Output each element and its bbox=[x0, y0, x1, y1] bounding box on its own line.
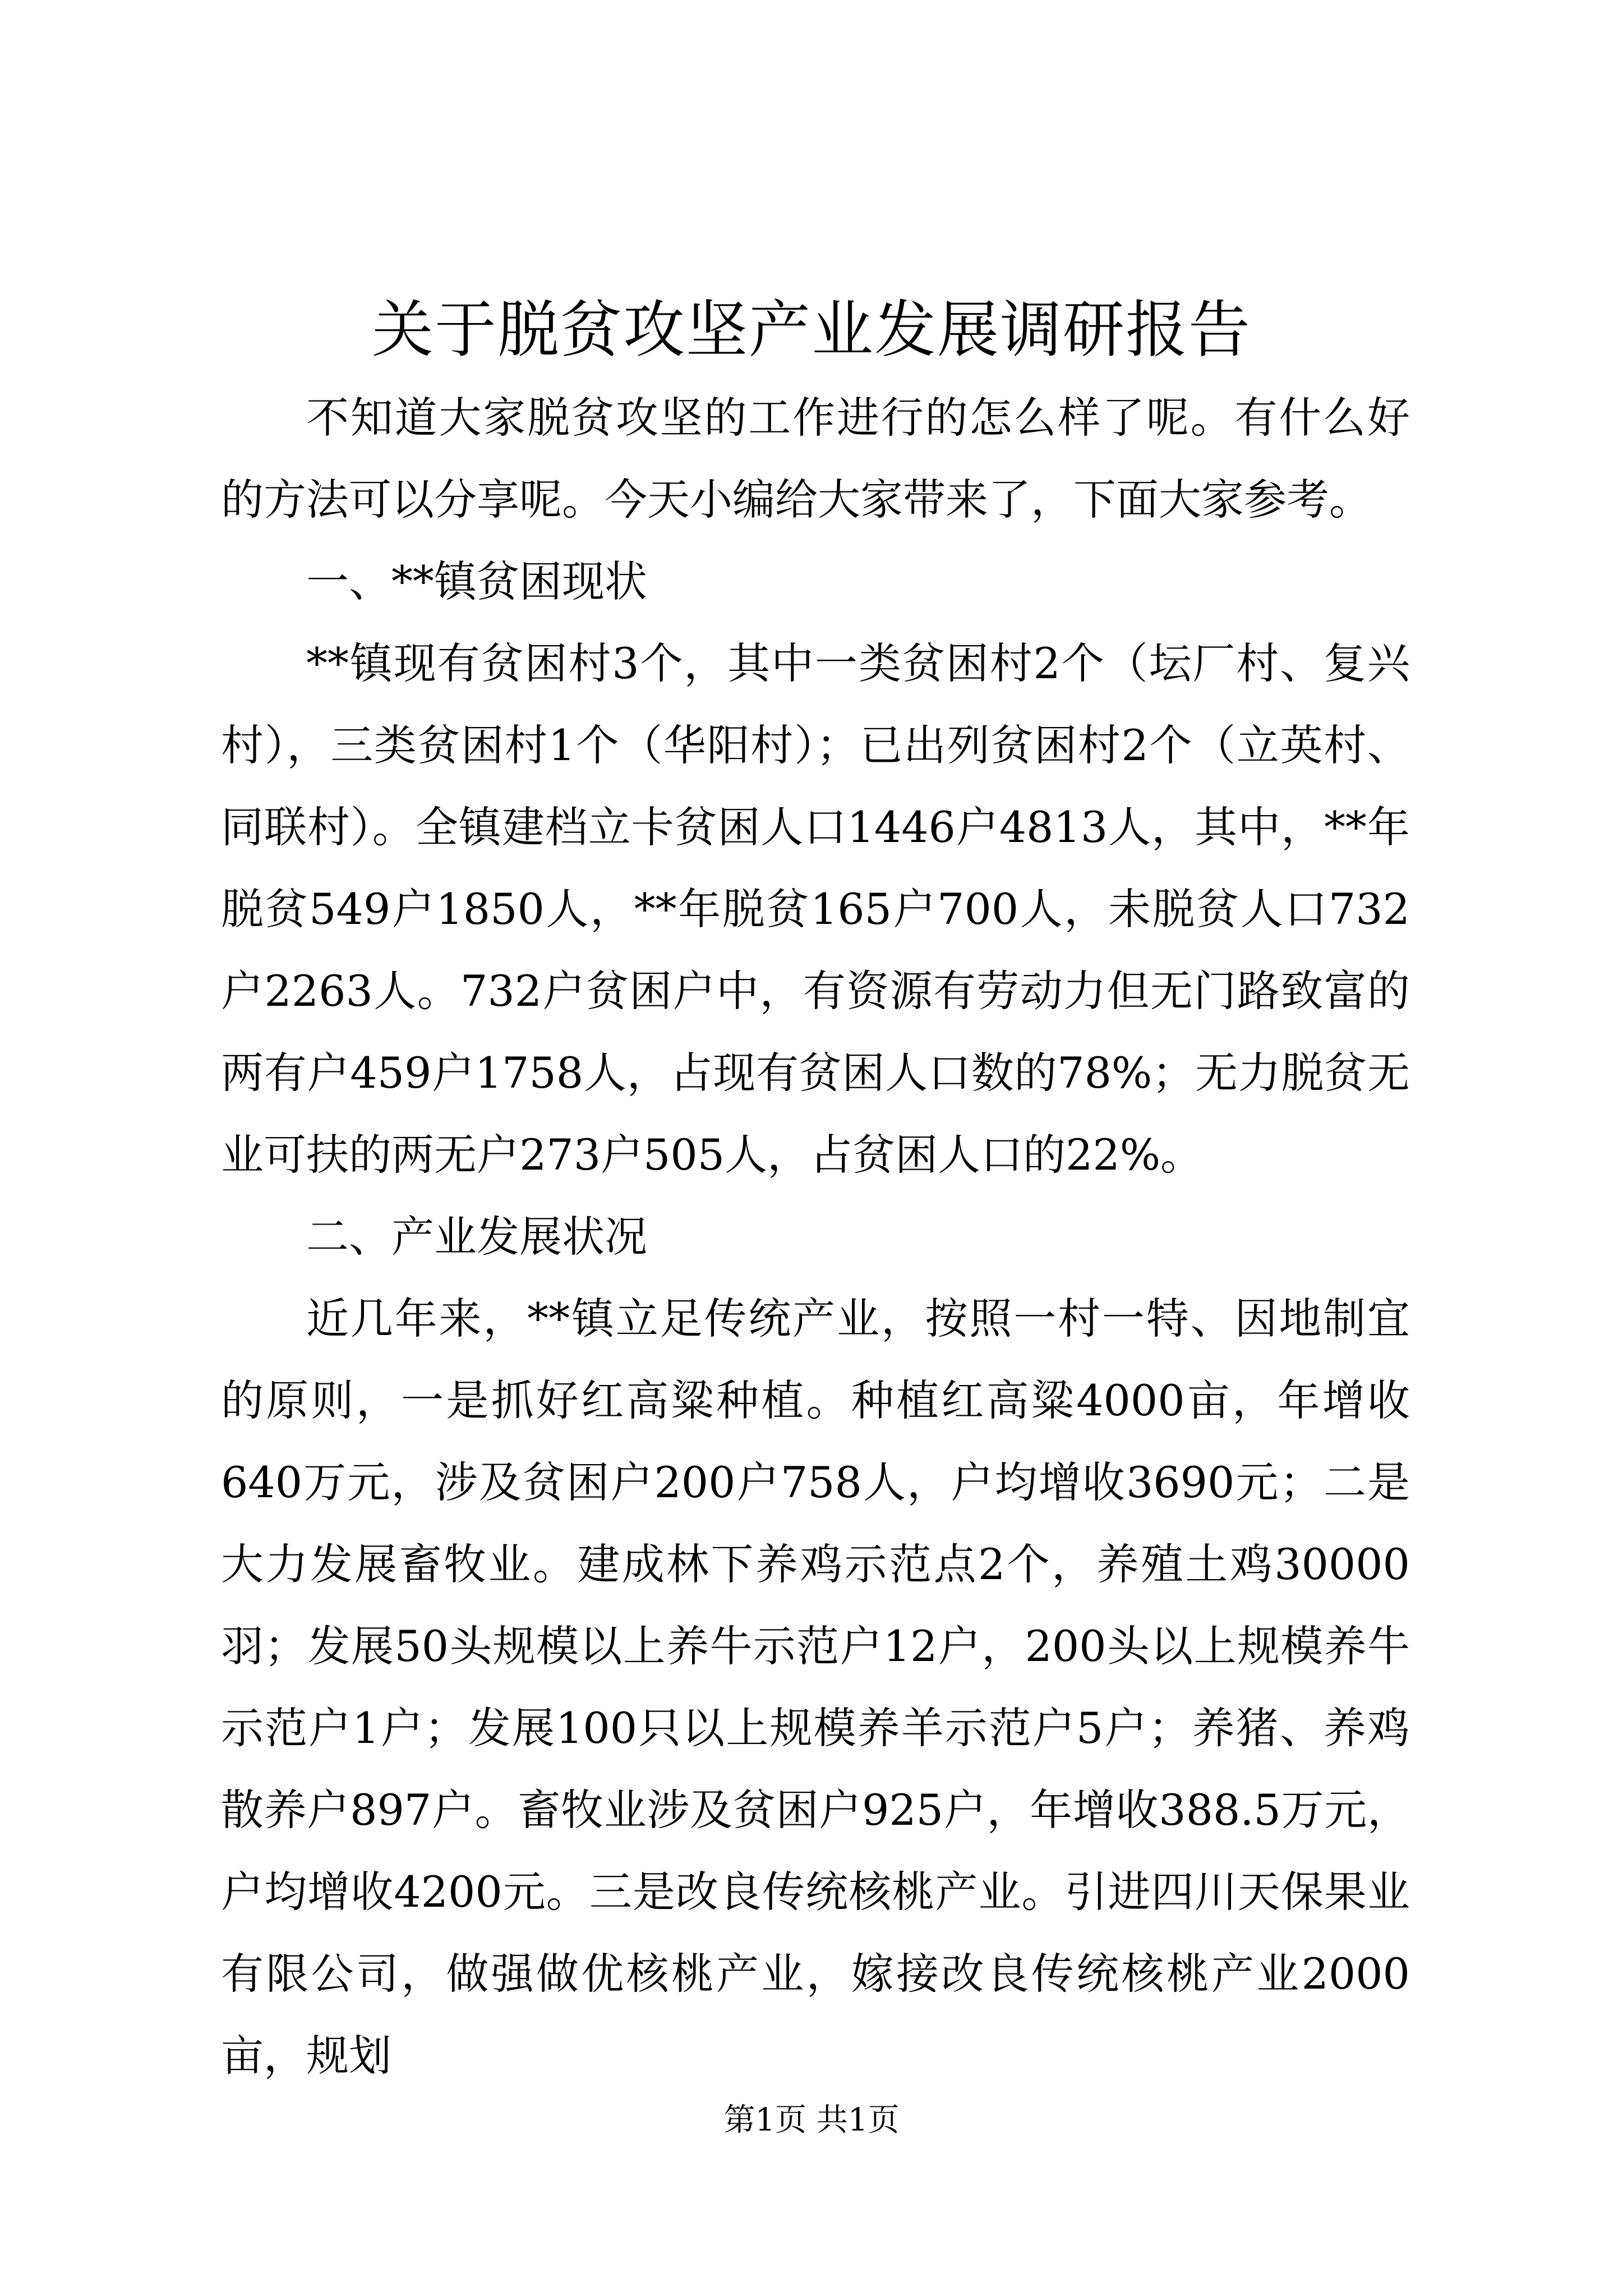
poverty-status-paragraph: **镇现有贫困村3个，其中一类贫困村2个（坛厂村、复兴村），三类贫困村1个（华阳村）；已出列贫困村2个（立英村、同联村）。全镇建档立卡贫困人口1446户4813人，其中，**年脱贫549户1850人，**年脱贫165户700人，未脱贫人口732户2263人。732户贫困户中，有资源有劳动力但无门路致富的两有户459户1758人，占现有贫困人口数的78%；无力脱贫无业可扶的两无户273户505人，占贫困人口的22%。 bbox=[221, 638, 1410, 1180]
document-body bbox=[221, 377, 1410, 2097]
intro-paragraph: 不知道大家脱贫攻坚的工作进行的怎么样了呢。有什么好的方法可以分享呢。今天小编给大家带来了，下面大家参考。 bbox=[221, 393, 1410, 524]
page-footer: 第1页 共1页 bbox=[723, 2102, 900, 2138]
industry-status-paragraph: 近几年来，**镇立足传统产业，按照一村一特、因地制宜的原则，一是抓好红高粱种植。种植红高粱4000亩，年增收640万元，涉及贫困户200户758人，户均增收3690元；二是大力发展畜牧业。建成林下养鸡示范点2个，养殖土鸡30000羽；发展50头规模以上养牛示范户12户，200头以上规模养牛示范户1户；发展100只以上规模养羊示范户5户；养猪、养鸡散养户897户。畜牧业涉及贫困户925户，年增收388.5万元，户均增收4200元。三是改良传统核桃产业。引进四川天保果业有限公司，做强做优核桃产业，嫁接改良传统核桃产业2000亩，规划 bbox=[221, 1294, 1410, 2081]
document-title: 关于脱贫攻坚产业发展调研报告 bbox=[372, 294, 1251, 366]
section-heading-industry-status: 二、产业发展状况 bbox=[306, 1212, 647, 1262]
section-heading-poverty-status: 一、**镇贫困现状 bbox=[306, 556, 647, 606]
